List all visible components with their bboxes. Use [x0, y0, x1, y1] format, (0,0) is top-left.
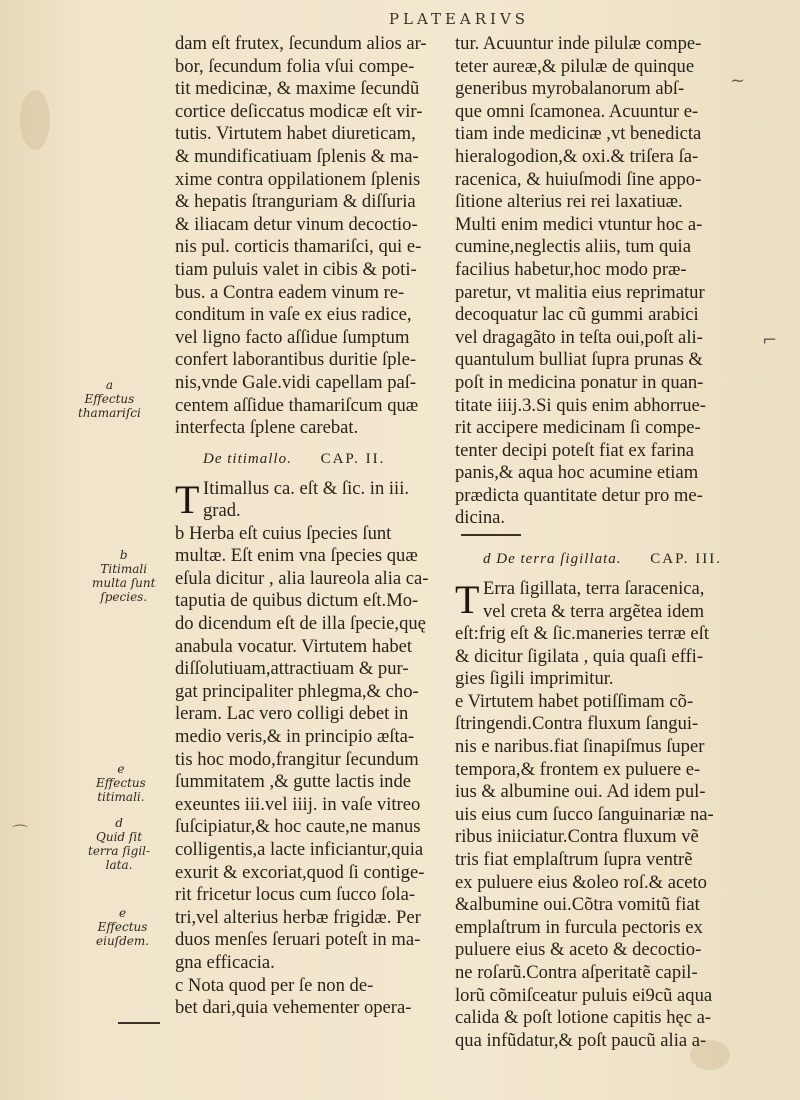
paper-stain — [20, 90, 50, 150]
text-line: ribus iniiciatur.Contra fluxum vẽ — [455, 826, 699, 848]
left-column-paragraph-1 — [175, 33, 460, 440]
text-line: cumine,neglectis aliis, tum quia — [455, 236, 691, 258]
dropcap-lines — [203, 478, 409, 523]
text-line: eſula dicitur , alia laureola alia ca- — [175, 567, 429, 589]
text-line: diſſolutiuam,attractiuam & pur- — [175, 658, 409, 680]
dropcap-block — [175, 478, 460, 523]
text-line: vel creta & terra argẽtea idem — [483, 600, 705, 622]
text-line: ſitione alterius rei rei laxatiuæ. — [455, 191, 683, 213]
margin-note-line: b — [119, 548, 128, 562]
text-line: ius & albumine oui. Ad idem pul- — [455, 781, 706, 803]
text-line: ſtringendi.Contra fluxum ſangui- — [455, 713, 699, 735]
text-line: titate iiij.3.Si quis enim abhorrue- — [455, 394, 706, 416]
text-line: & iliacam detur vinum decoctio- — [175, 213, 418, 235]
text-line: panis,& aqua hoc acumine etiam — [455, 462, 699, 484]
text-line: quantulum bulliat ſupra prunas & — [455, 349, 703, 371]
text-line: gies ſigili imprimitur. — [455, 668, 614, 690]
text-line: que omni ſcamonea. Acuuntur e- — [455, 100, 699, 122]
text-line: vel dragagãto in teſta oui,poſt ali- — [455, 326, 703, 348]
handwritten-mark: ⌐ — [762, 330, 778, 351]
text-line: racenica, & huiuſmodi ſine appo- — [455, 168, 702, 190]
margin-note-titimali-species — [92, 548, 155, 604]
margin-note-line: Titimali — [100, 562, 148, 576]
text-line: e Virtutem habet potiſſimam cõ- — [455, 690, 694, 712]
text-line: tit medicinæ, & maxime ſecundũ — [175, 78, 420, 100]
margin-note-line: Effectus — [96, 776, 146, 790]
margin-note-line: e — [117, 762, 125, 776]
text-line: bus. a Contra eadem vinum re- — [175, 281, 405, 303]
right-column-paragraph-1 — [455, 33, 755, 530]
text-line: tiam puluis valet in cibis & poti- — [175, 258, 417, 280]
text-line: facilius habetur,hoc modo præ- — [455, 258, 687, 280]
text-line: nis e naribus.fiat ſinapiſmus ſuper — [455, 736, 705, 758]
margin-rule — [118, 1022, 160, 1024]
text-line: dam eſt frutex, ſecundum alios ar- — [175, 33, 427, 54]
margin-note-line: Effectus — [84, 392, 135, 406]
text-line: interfecta ſplene carebat. — [175, 417, 359, 439]
left-column — [175, 33, 460, 1020]
margin-note-line: Quid ſit — [96, 830, 143, 844]
text-line: tenter decipi poteſt fiat ex farina — [455, 439, 695, 461]
text-line: tiam inde medicinæ ,vt benedicta — [455, 123, 702, 145]
text-line: puluere eius & aceto & decoctio- — [455, 939, 702, 961]
text-line: qua infũdatur,& poſt paucũ alia a- — [455, 1029, 707, 1051]
dropcap-letter: T — [455, 577, 480, 623]
text-line: exurit & excoriat,quod ſi contige- — [175, 861, 425, 883]
text-line: & hepatis ſtranguriam & diſſuria — [175, 191, 416, 213]
text-line: tri,vel alterius herbæ frigidæ. Per — [175, 906, 421, 928]
text-line: hieralogodion,& oxi.& triſera ſa- — [455, 145, 699, 167]
text-line: tur. Acuuntur inde pilulæ compe- — [455, 33, 702, 54]
text-line: multæ. Eſt enim vna ſpecies quæ — [175, 545, 418, 567]
text-line: poſt in medicina ponatur in quan- — [455, 371, 704, 393]
chapter-heading-titimallo — [175, 448, 460, 472]
text-line: ne roſarũ.Contra aſperitatẽ capil- — [455, 961, 698, 983]
text-line: emplaſtrum in furcula pectoris ex — [455, 916, 703, 938]
text-line: vel ligno facto aſſidue ſumptum — [175, 326, 410, 348]
section-rule — [461, 534, 521, 536]
text-line: &albumine oui.Cõtra vomitũ fiat — [455, 894, 700, 916]
margin-note-line: a — [105, 378, 113, 392]
margin-note-line: eiuſdem. — [96, 934, 150, 948]
text-line: bor, ſecundum folia vſui compe- — [175, 55, 415, 77]
right-column — [455, 33, 755, 1052]
text-line: tempora,& frontem ex puluere e- — [455, 758, 701, 780]
margin-note-line: lata. — [105, 858, 133, 872]
text-line: gat principaliter phlegma,& cho- — [175, 680, 419, 702]
margin-note-line: multa ſunt — [92, 576, 156, 590]
text-line: ex puluere eius &oleo roſ.& aceto — [455, 871, 707, 893]
text-line: rit fricetur locus cum ſucco ſola- — [175, 884, 416, 906]
text-line: tutis. Virtutem habet diureticam, — [175, 123, 416, 145]
text-line: & dicitur ſigilata , quia quaſi effi- — [455, 645, 704, 667]
text-line: do dicendum eſt de illa ſpecie,quę — [175, 613, 426, 635]
chapter-title: d De terra ſigillata. — [483, 551, 622, 568]
margin-note-line: d — [115, 816, 123, 830]
margin-note-effectus-titimali — [96, 762, 146, 804]
text-line: prædicta quantitate detur pro me- — [455, 484, 703, 506]
text-line: Multi enim medici vtuntur hoc a- — [455, 213, 703, 235]
text-line: leram. Lac vero colligi debet in — [175, 703, 409, 725]
text-line: decoquatur lac cũ gummi arabici — [455, 304, 699, 326]
text-line: grad. — [203, 500, 241, 522]
margin-note-line: e — [118, 906, 127, 920]
running-head — [0, 10, 800, 28]
text-line: taputia de quibus dictum eſt.Mo- — [175, 590, 419, 612]
margin-note-line: ſpecies. — [100, 590, 148, 604]
text-line: confert laborantibus duritie ſple- — [175, 349, 417, 371]
text-line: tris fiat emplaſtrum ſupra ventrẽ — [455, 849, 693, 870]
text-line: medio veris,& in principio æſta- — [175, 726, 415, 748]
chapter-number: CAP. II. — [320, 450, 386, 467]
text-line: teter aureæ,& pilulæ de quinque — [455, 55, 695, 77]
margin-note-effectus-thamarisci — [78, 378, 141, 420]
text-line: generibus myrobalanorum abſ- — [455, 78, 685, 100]
margin-note-line: thamariſci — [78, 406, 141, 420]
text-line: xime contra oppilationem ſplenis — [175, 168, 421, 190]
text-line: dicina. — [455, 507, 506, 529]
text-line: conditum in vaſe ex eius radice, — [175, 304, 412, 326]
text-line: nis pul. corticis thamariſci, qui e- — [175, 236, 422, 258]
text-line: tis hoc modo,frangitur ſecundum — [175, 748, 419, 770]
right-column-paragraph-2 — [455, 623, 755, 1052]
margin-note-effectus-eiusdem — [96, 906, 149, 948]
text-line: gna efficacia. — [175, 951, 275, 973]
handwritten-mark: ⌒ — [12, 823, 29, 842]
text-line: colligentis,a lacte inficiantur,quia — [175, 839, 424, 860]
dropcap-lines — [483, 578, 704, 623]
handwritten-mark: ~ — [730, 70, 746, 91]
text-line: bet dari,quia vehementer opera- — [175, 997, 412, 1019]
text-line: & mundificatiuam ſplenis & ma- — [175, 145, 419, 167]
text-line: ſummitatem ,& gutte lactis inde — [175, 771, 411, 793]
margin-note-line: titimali. — [97, 790, 145, 804]
margin-note-line: terra ſigil- — [88, 844, 151, 858]
text-line: c Nota quod per ſe non de- — [175, 974, 374, 996]
text-line: Erra ſigillata, terra ſaracenica, — [483, 578, 705, 600]
left-column-paragraph-2 — [175, 523, 460, 1020]
text-line: Itimallus ca. eſt & ſic. in iii. — [203, 477, 410, 499]
text-line: eſt:frig eſt & ſic.maneries terræ eſt — [455, 623, 710, 645]
text-line: lorũ cõmiſceatur puluis ei9cũ aqua — [455, 984, 713, 1006]
text-line: ſuſcipiatur,& hoc caute,ne manus — [175, 816, 421, 838]
text-line: b Herba eſt cuius ſpecies ſunt — [175, 522, 392, 544]
chapter-heading-terra-sigillata — [455, 548, 755, 572]
text-line: exeuntes iii.vel iiij. in vaſe vitreo — [175, 793, 421, 815]
dropcap-letter: T — [175, 476, 200, 522]
text-line: rit accipere medicinam ſi compe- — [455, 417, 701, 439]
text-line: cortice deſiccatus modicæ eſt vir- — [175, 100, 423, 122]
text-line: nis,vnde Gale.vidi capellam paſ- — [175, 371, 417, 393]
text-line: anabula vocatur. Virtutem habet — [175, 635, 413, 657]
margin-note-line: Effectus — [97, 920, 148, 934]
margin-note-quid-sit — [88, 816, 150, 872]
text-line: duos menſes ſeruari poteſt in ma- — [175, 929, 421, 951]
dropcap-block — [455, 578, 755, 623]
text-line: centem aſſidue thamariſcum quæ — [175, 394, 419, 416]
running-head-text: PLATEARIVS — [388, 10, 530, 28]
text-line: paretur, vt malitia eius reprimatur — [455, 281, 705, 303]
text-line: calida & poſt lotione capitis hęc a- — [455, 1007, 712, 1029]
chapter-number: CAP. III. — [650, 551, 723, 568]
chapter-title: De titimallo. — [203, 450, 292, 467]
text-line: uis eius cum ſucco ſanguinariæ na- — [455, 803, 714, 825]
